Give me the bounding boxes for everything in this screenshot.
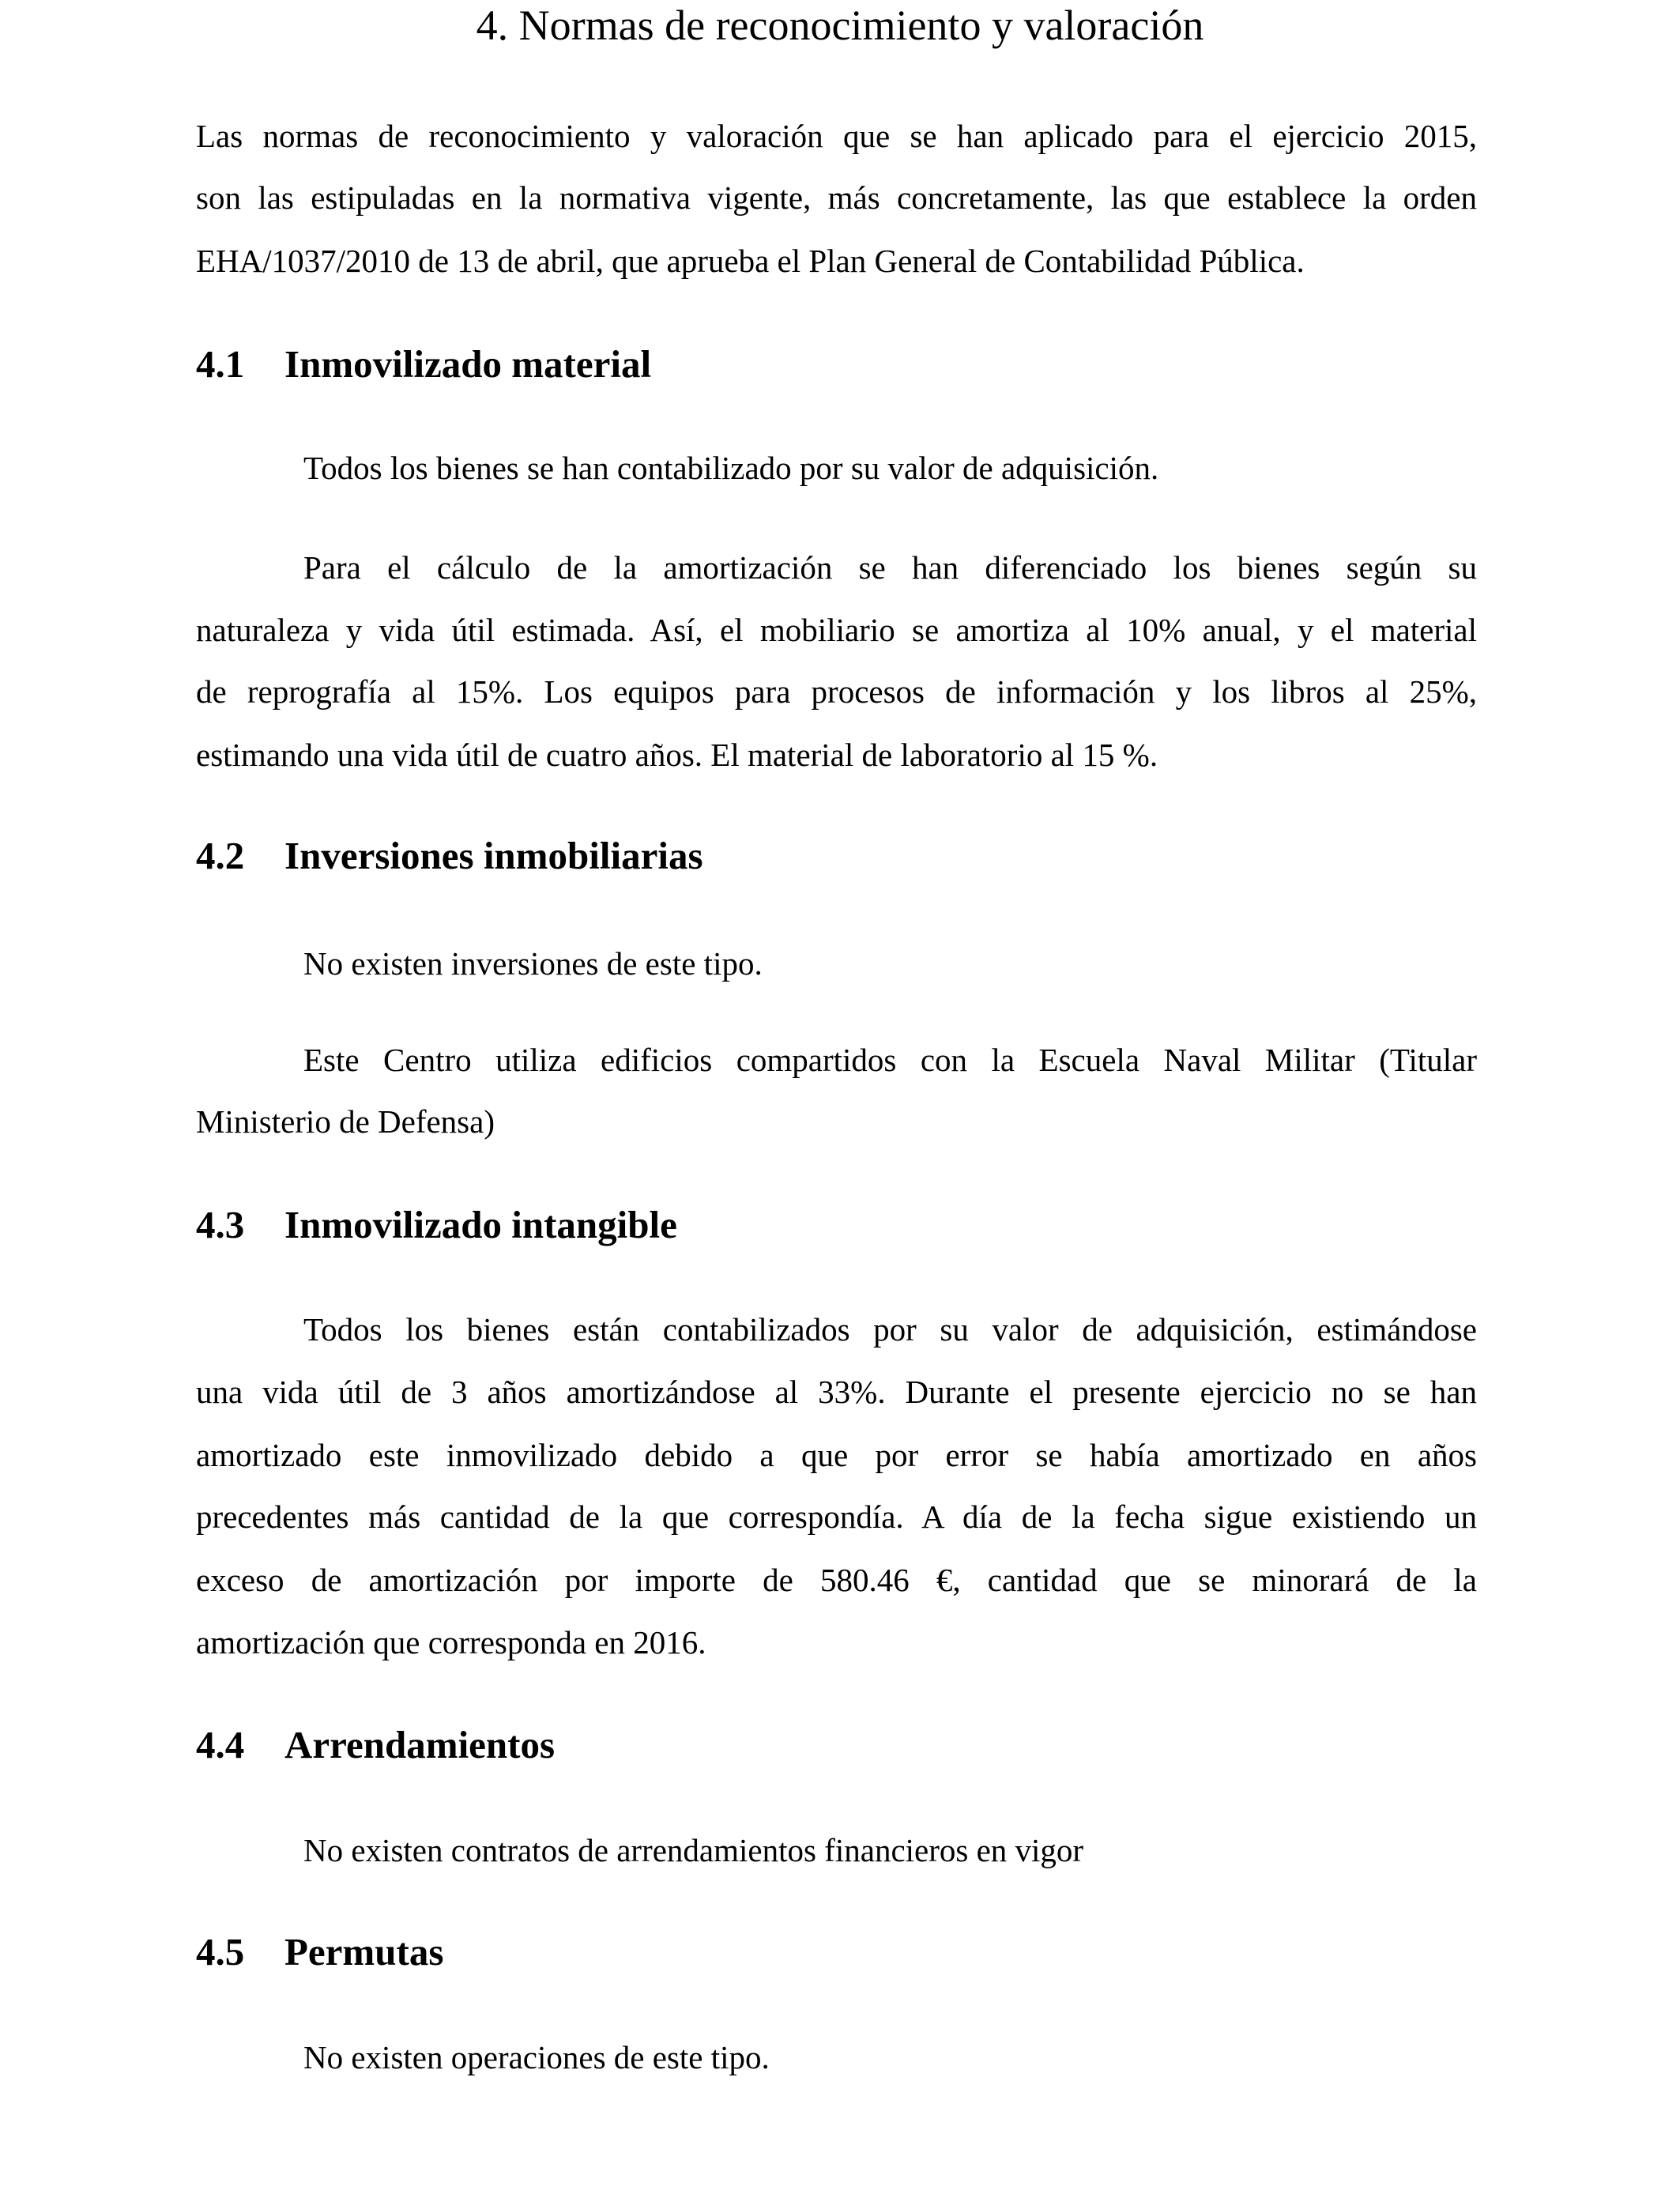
intro-line: EHA/1037/2010 de 13 de abril, que aprueba el Plan General de Contabilidad Pública. [196,243,1305,279]
section-heading-4-4 [196,1721,555,1769]
paragraph-line: No existen inversiones de este tipo. [303,945,763,982]
paragraph-line: naturaleza y vida útil estimada. Así, el mobiliario se amortiza al 10% anual, y el material [196,612,1477,648]
paragraph-line: amortización que corresponda en 2016. [196,1624,706,1661]
section-title: Inversiones inmobiliarias [284,834,703,877]
section-heading-4-3 [196,1201,677,1249]
paragraph-line: Ministerio de Defensa) [196,1103,495,1140]
paragraph-line: precedentes más cantidad de la que correspondía. A día de la fecha sigue existiendo un [196,1498,1477,1535]
paragraph-line: No existen contratos de arrendamientos financieros en vigor [303,1832,1084,1868]
paragraph-line: Este Centro utiliza edificios compartidos con la Escuela Naval Militar (Titular [303,1042,1477,1078]
paragraph-line: amortizado este inmovilizado debido a que por error se había amortizado en años [196,1437,1477,1473]
intro-line: son las estipuladas en la normativa vigente, más concretamente, las que establece la orden [196,179,1477,216]
intro-line: Las normas de reconocimiento y valoración que se han aplicado para el ejercicio 2015, [196,118,1477,154]
paragraph-line: No existen operaciones de este tipo. [303,2039,770,2075]
section-heading-4-1 [196,341,651,388]
paragraph-line: una vida útil de 3 años amortizándose al 33%. Durante el presente ejercicio no se han [196,1374,1477,1410]
page-title: 4. Normas de reconocimiento y valoración [476,2,1204,49]
section-title: Inmovilizado material [284,342,652,386]
section-title: Permutas [284,1930,444,1973]
section-number: 4.1 [196,342,245,386]
paragraph-line: Para el cálculo de la amortización se han diferenciado los bienes según su [303,549,1477,586]
section-number: 4.4 [196,1723,245,1766]
paragraph-line: de reprografía al 15%. Los equipos para procesos de información y los libros al 25%, [196,673,1477,710]
paragraph-line: exceso de amortización por importe de 580.46 €, cantidad que se minorará de la [196,1562,1477,1598]
section-number: 4.2 [196,834,245,877]
section-heading-4-5 [196,1928,443,1976]
paragraph-line: estimando una vida útil de cuatro años. El material de laboratorio al 15 %. [196,737,1158,773]
section-number: 4.3 [196,1203,245,1246]
paragraph-line: Todos los bienes se han contabilizado por su valor de adquisición. [303,450,1159,486]
section-heading-4-2 [196,832,703,880]
section-title: Arrendamientos [284,1723,556,1766]
section-title: Inmovilizado intangible [284,1203,677,1246]
section-number: 4.5 [196,1930,245,1973]
paragraph-line: Todos los bienes están contabilizados por su valor de adquisición, estimándose [303,1311,1477,1348]
